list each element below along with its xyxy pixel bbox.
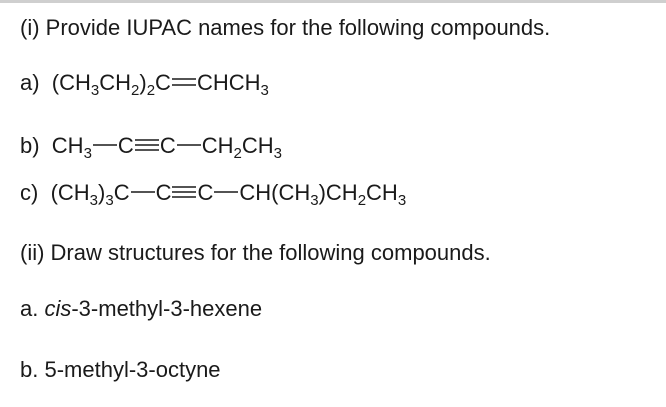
subscript: 3 xyxy=(89,192,99,209)
structure-a xyxy=(20,296,262,322)
subscript: 3 xyxy=(260,82,269,99)
compound-name: 5-methyl-3-octyne xyxy=(44,357,221,382)
question-ii-text: (ii) Draw structures for the following compounds. xyxy=(20,240,491,265)
subscript: 2 xyxy=(131,82,140,99)
triple-bond-icon xyxy=(171,185,197,199)
compound-b xyxy=(20,133,282,162)
double-bond-icon xyxy=(171,76,197,88)
compound-b-label: b) xyxy=(20,133,40,158)
structure-b xyxy=(20,357,221,383)
compound-c-label: c) xyxy=(20,180,39,205)
compound-name: -3-methyl-3-hexene xyxy=(71,296,263,321)
cis-prefix: cis xyxy=(44,296,72,321)
question-i-title xyxy=(20,15,550,41)
subscript: 3 xyxy=(397,192,407,209)
subscript: 3 xyxy=(90,82,100,99)
subscript: 2 xyxy=(233,145,242,162)
formula-text: C xyxy=(197,180,214,205)
subscript: 2 xyxy=(357,192,367,209)
structure-a-label: a. xyxy=(20,296,45,321)
formula-text: (CH xyxy=(51,70,91,95)
single-bond-icon xyxy=(213,186,239,198)
formula-text: CH xyxy=(99,70,132,95)
formula-text: (CH xyxy=(50,180,90,205)
formula-text: CH xyxy=(51,133,84,158)
formula-text: CHCH xyxy=(196,70,261,95)
triple-bond-icon xyxy=(134,138,160,152)
subscript: 3 xyxy=(83,145,92,162)
formula-text: ) xyxy=(139,70,147,95)
formula-text: C xyxy=(159,133,176,158)
subscript: 3 xyxy=(310,192,319,209)
formula-text: ) xyxy=(98,180,106,205)
formula-text: C xyxy=(155,70,171,95)
compound-c xyxy=(20,180,407,209)
single-bond-icon xyxy=(92,139,118,151)
formula-text: C xyxy=(113,180,130,205)
top-divider xyxy=(0,0,666,3)
formula-text: )CH xyxy=(318,180,358,205)
formula-text: CH xyxy=(366,180,398,205)
formula-text: C xyxy=(155,180,172,205)
question-i-text: (i) Provide IUPAC names for the following compounds. xyxy=(20,15,551,40)
subscript: 3 xyxy=(105,192,114,209)
question-ii-title xyxy=(20,240,491,266)
subscript: 2 xyxy=(146,82,156,99)
structure-b-label: b. xyxy=(20,357,45,382)
formula-text: CH xyxy=(241,133,274,158)
single-bond-icon xyxy=(176,139,202,151)
compound-a-label: a) xyxy=(20,70,40,95)
single-bond-icon xyxy=(130,186,156,198)
formula-text: C xyxy=(117,133,134,158)
formula-text: CH xyxy=(201,133,234,158)
subscript: 3 xyxy=(273,145,282,162)
formula-text: CH(CH xyxy=(239,180,311,205)
compound-a xyxy=(20,70,269,99)
